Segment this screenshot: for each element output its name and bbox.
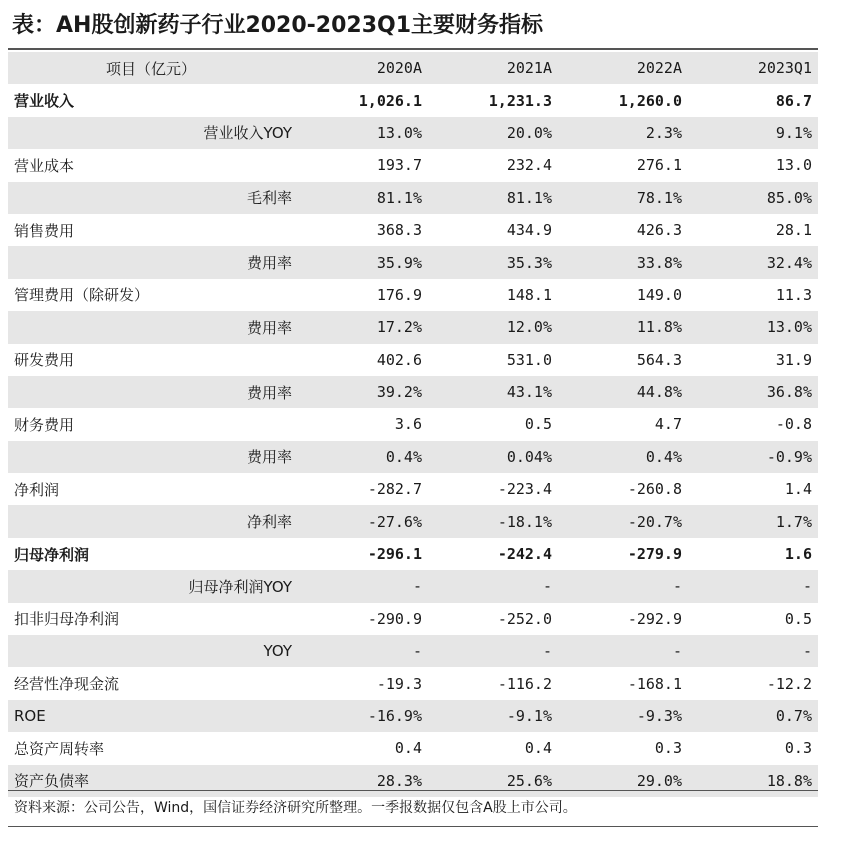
table-body: [8, 84, 818, 797]
cell-value: -19.3: [376, 674, 422, 693]
cell-value: -9.3%: [558, 700, 688, 732]
cell-value: 33.8%: [558, 246, 688, 278]
cell-value: 0.4: [524, 739, 552, 758]
cell-value: 176.9: [376, 285, 422, 304]
table-row: [8, 311, 818, 343]
table-row: [8, 441, 818, 473]
table-row: [8, 538, 818, 570]
cell-value: 28.3%: [298, 765, 428, 797]
table-row: [8, 765, 818, 797]
table-row: [8, 732, 818, 764]
cell-value: 148.1: [506, 285, 552, 304]
row-label: YOY: [8, 635, 298, 667]
row-label: 净利润: [14, 480, 60, 499]
cell-value: -: [688, 570, 818, 602]
table-row: [8, 279, 818, 311]
cell-value: 1,231.3: [488, 91, 552, 110]
cell-value: 81.1%: [298, 182, 428, 214]
cell-value: -: [688, 635, 818, 667]
cell-value: 193.7: [376, 156, 422, 175]
row-label: 总资产周转率: [14, 739, 105, 758]
cell-value: -168.1: [627, 674, 682, 693]
cell-value: -: [428, 635, 558, 667]
cell-value: 31.9: [775, 350, 812, 369]
cell-value: -: [558, 570, 688, 602]
cell-value: -260.8: [627, 480, 682, 499]
cell-value: -282.7: [367, 480, 422, 499]
cell-value: 29.0%: [558, 765, 688, 797]
cell-value: -292.9: [627, 609, 682, 628]
cell-value: -0.9%: [688, 441, 818, 473]
header-col-2020a: 2020A: [298, 52, 428, 84]
cell-value: 0.4: [394, 739, 422, 758]
cell-value: 78.1%: [558, 182, 688, 214]
cell-value: 39.2%: [298, 376, 428, 408]
cell-value: 0.3: [654, 739, 682, 758]
row-label: ROE: [8, 700, 298, 732]
cell-value: 1,026.1: [358, 91, 422, 110]
cell-value: -12.2: [766, 674, 812, 693]
cell-value: -27.6%: [298, 505, 428, 537]
cell-value: -16.9%: [298, 700, 428, 732]
cell-value: 0.3: [784, 739, 812, 758]
table-row: [8, 117, 818, 149]
table-row: [8, 570, 818, 602]
cell-value: -279.9: [627, 545, 682, 564]
header-item: 项目（亿元）: [8, 52, 298, 84]
cell-value: 531.0: [506, 350, 552, 369]
cell-value: -223.4: [497, 480, 552, 499]
cell-value: 0.04%: [428, 441, 558, 473]
table-row: [8, 246, 818, 278]
row-label: 销售费用: [14, 221, 75, 240]
cell-value: 17.2%: [298, 311, 428, 343]
cell-value: 11.3: [775, 285, 812, 304]
row-label: 归母净利润: [14, 545, 90, 564]
cell-value: 11.8%: [558, 311, 688, 343]
cell-value: 402.6: [376, 350, 422, 369]
row-label: 研发费用: [14, 351, 75, 370]
cell-value: 13.0%: [298, 117, 428, 149]
cell-value: -252.0: [497, 609, 552, 628]
cell-value: 0.4%: [558, 441, 688, 473]
end-rule: [8, 826, 818, 827]
cell-value: 13.0%: [688, 311, 818, 343]
cell-value: 32.4%: [688, 246, 818, 278]
row-label: 毛利率: [8, 182, 298, 214]
table-row: [8, 376, 818, 408]
row-label: 财务费用: [14, 415, 75, 434]
cell-value: 2.3%: [558, 117, 688, 149]
cell-value: 1,260.0: [618, 91, 682, 110]
cell-value: 426.3: [636, 221, 682, 240]
cell-value: 368.3: [376, 221, 422, 240]
row-label: 扣非归母净利润: [14, 610, 120, 629]
table-row: [8, 182, 818, 214]
cell-value: 9.1%: [688, 117, 818, 149]
cell-value: 149.0: [636, 285, 682, 304]
source-note: 资料来源：公司公告，Wind，国信证券经济研究所整理。一季报数据仅包含A股上市公司。: [14, 800, 577, 816]
header-col-2023q1: 2023Q1: [688, 52, 818, 84]
table-row: [8, 635, 818, 667]
cell-value: -: [298, 635, 428, 667]
cell-value: 86.7: [775, 91, 812, 110]
cell-value: -290.9: [367, 609, 422, 628]
table-row: [8, 149, 818, 181]
table-row: [8, 603, 818, 635]
bottom-rule: [8, 790, 818, 791]
cell-value: 232.4: [506, 156, 552, 175]
table-row: [8, 473, 818, 505]
title-rule: [8, 48, 818, 50]
financial-table: [8, 52, 818, 797]
table-row: [8, 667, 818, 699]
cell-value: -296.1: [367, 545, 422, 564]
row-label: 归母净利润YOY: [8, 570, 298, 602]
table-row: [8, 505, 818, 537]
cell-value: -0.8: [775, 415, 812, 434]
cell-value: 434.9: [506, 221, 552, 240]
cell-value: 36.8%: [688, 376, 818, 408]
cell-value: 1.4: [784, 480, 812, 499]
row-label: 营业收入: [14, 92, 75, 111]
cell-value: 25.6%: [428, 765, 558, 797]
table-title: 表：AH股创新药子行业2020-2023Q1主要财务指标: [12, 13, 544, 38]
row-label: 营业成本: [14, 156, 75, 175]
cell-value: 0.7%: [688, 700, 818, 732]
cell-value: 12.0%: [428, 311, 558, 343]
cell-value: 1.7%: [688, 505, 818, 537]
row-label: 费用率: [8, 441, 298, 473]
row-label: 费用率: [8, 246, 298, 278]
cell-value: -9.1%: [428, 700, 558, 732]
cell-value: 13.0: [775, 156, 812, 175]
cell-value: -116.2: [497, 674, 552, 693]
cell-value: -242.4: [497, 545, 552, 564]
cell-value: -18.1%: [428, 505, 558, 537]
table-row: [8, 214, 818, 246]
cell-value: 35.9%: [298, 246, 428, 278]
table-row: [8, 84, 818, 116]
cell-value: 43.1%: [428, 376, 558, 408]
header-row: [8, 52, 818, 84]
cell-value: 28.1: [775, 221, 812, 240]
cell-value: -20.7%: [558, 505, 688, 537]
row-label: 费用率: [8, 311, 298, 343]
header-col-2022a: 2022A: [558, 52, 688, 84]
cell-value: 0.4%: [298, 441, 428, 473]
cell-value: -: [428, 570, 558, 602]
cell-value: 85.0%: [688, 182, 818, 214]
cell-value: 18.8%: [688, 765, 818, 797]
table-row: [8, 408, 818, 440]
cell-value: 44.8%: [558, 376, 688, 408]
cell-value: 35.3%: [428, 246, 558, 278]
cell-value: 0.5: [524, 415, 552, 434]
header-col-2021a: 2021A: [428, 52, 558, 84]
row-label: 费用率: [8, 376, 298, 408]
cell-value: 276.1: [636, 156, 682, 175]
cell-value: 4.7: [654, 415, 682, 434]
table-row: [8, 700, 818, 732]
row-label: 管理费用（除研发）: [14, 286, 150, 305]
row-label: 净利率: [8, 505, 298, 537]
cell-value: 0.5: [784, 609, 812, 628]
cell-value: 564.3: [636, 350, 682, 369]
cell-value: 20.0%: [428, 117, 558, 149]
row-label: 资产负债率: [8, 765, 298, 797]
row-label: 经营性净现金流: [14, 675, 120, 694]
cell-value: 81.1%: [428, 182, 558, 214]
cell-value: -: [298, 570, 428, 602]
table-row: [8, 344, 818, 376]
row-label: 营业收入YOY: [8, 117, 298, 149]
cell-value: 3.6: [394, 415, 422, 434]
cell-value: -: [558, 635, 688, 667]
cell-value: 1.6: [784, 545, 812, 564]
